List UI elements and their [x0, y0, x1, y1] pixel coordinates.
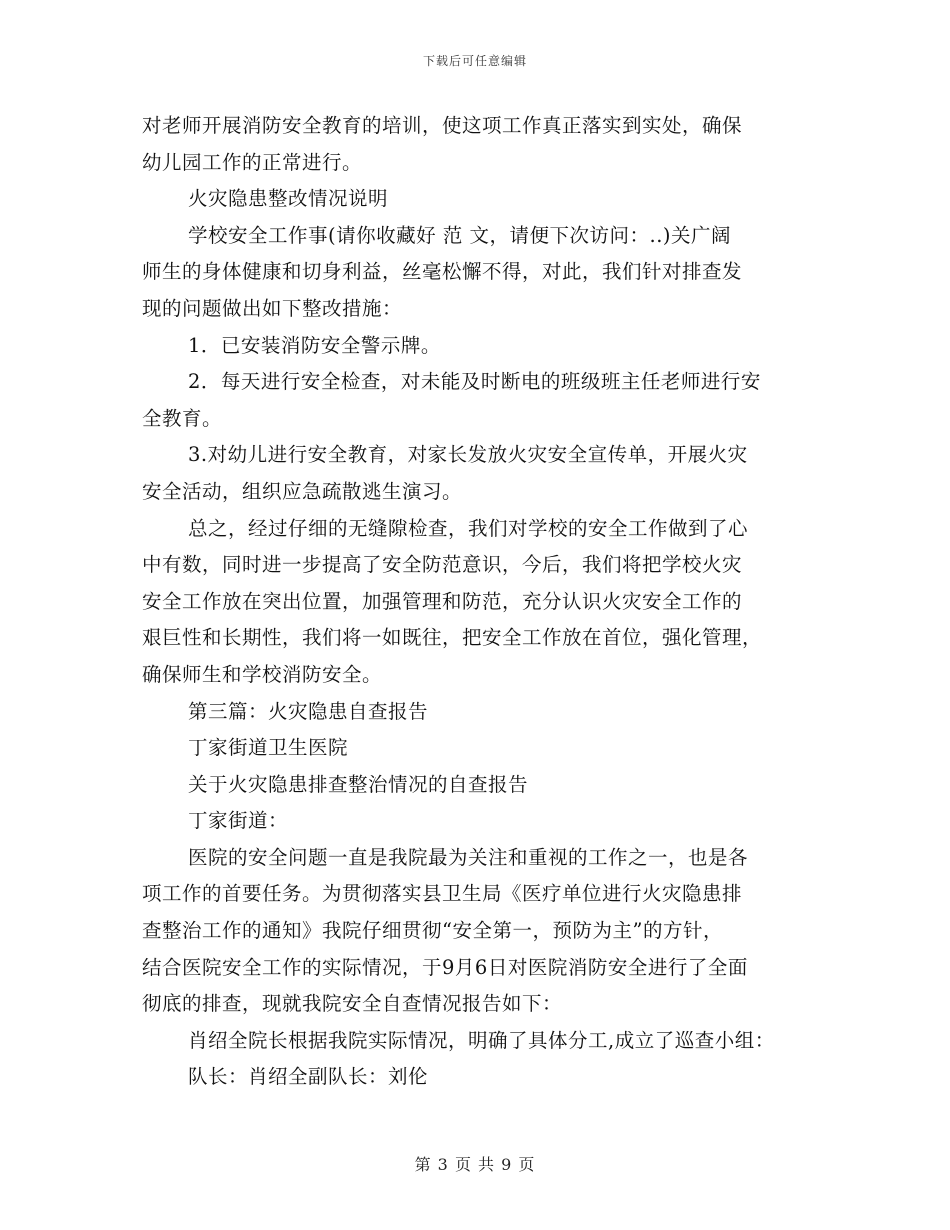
organization-name: 丁家街道卫生医院: [188, 736, 349, 760]
body-line: 查整治工作的通知》我院仔细贯彻“安全第一，预防为主”的方针，: [142, 919, 723, 943]
body-line: 彻底的排查，现就我院安全自查情况报告如下：: [142, 992, 563, 1016]
page-header: 下载后可任意编辑: [422, 54, 527, 68]
section-heading: 火灾隐患整改情况说明: [188, 187, 389, 211]
body-line: 中有数，同时进一步提高了安全防范意识，今后，我们将把学校火灾: [142, 553, 743, 577]
body-line: 结合医院安全工作的实际情况，于9月6日对医院消防安全进行了全面: [142, 955, 748, 979]
body-line: 医院的安全问题一直是我院最为关注和重视的工作之一，也是各: [188, 845, 749, 869]
list-item: 1．已安装消防安全警示牌。: [188, 333, 441, 357]
body-line: 总之，经过仔细的无缝隙检查，我们对学校的安全工作做到了心: [188, 516, 749, 540]
section-heading: 第三篇：火灾隐患自查报告: [188, 699, 429, 723]
body-line: 确保师生和学校消防安全。: [142, 662, 383, 686]
body-line: 队长：肖绍全副队长：刘伦: [188, 1065, 429, 1089]
body-line: 幼儿园工作的正常进行。: [142, 150, 363, 174]
body-line: 师生的身体健康和切身利益，丝毫松懈不得，对此，我们针对排查发: [142, 260, 743, 284]
body-line: 艰巨性和长期性，我们将一如既往，把安全工作放在首位，强化管理，: [142, 626, 763, 650]
body-line: 全教育。: [142, 406, 223, 430]
body-line: 现的问题做出如下整改措施：: [142, 296, 403, 320]
body-line: 安全活动，组织应急疏散逃生演习。: [142, 479, 463, 503]
report-title: 关于火灾隐患排查整治情况的自查报告: [188, 772, 529, 796]
list-item: 2．每天进行安全检查，对未能及时断电的班级班主任老师进行安: [188, 370, 761, 394]
body-line: 肖绍全院长根据我院实际情况，明确了具体分工,成立了巡查小组：: [188, 1028, 775, 1052]
body-line: 安全工作放在突出位置，加强管理和防范，充分认识火灾安全工作的: [142, 589, 743, 613]
body-line: 对老师开展消防安全教育的培训，使这项工作真正落实到实处，确保: [142, 114, 743, 137]
salutation: 丁家街道：: [188, 809, 289, 833]
list-item: 3.对幼儿进行安全教育，对家长发放火灾安全宣传单，开展火灾: [188, 443, 748, 467]
body-line: 学校安全工作事(请你收藏好 范 文，请便下次访问：..)关广阔: [188, 223, 732, 247]
body-line: 项工作的首要任务。为贯彻落实县卫生局《医疗单位进行火灾隐患排: [142, 882, 743, 906]
document-body: [142, 108, 822, 1096]
page-number: 第 3 页 共 9 页: [414, 1155, 536, 1174]
